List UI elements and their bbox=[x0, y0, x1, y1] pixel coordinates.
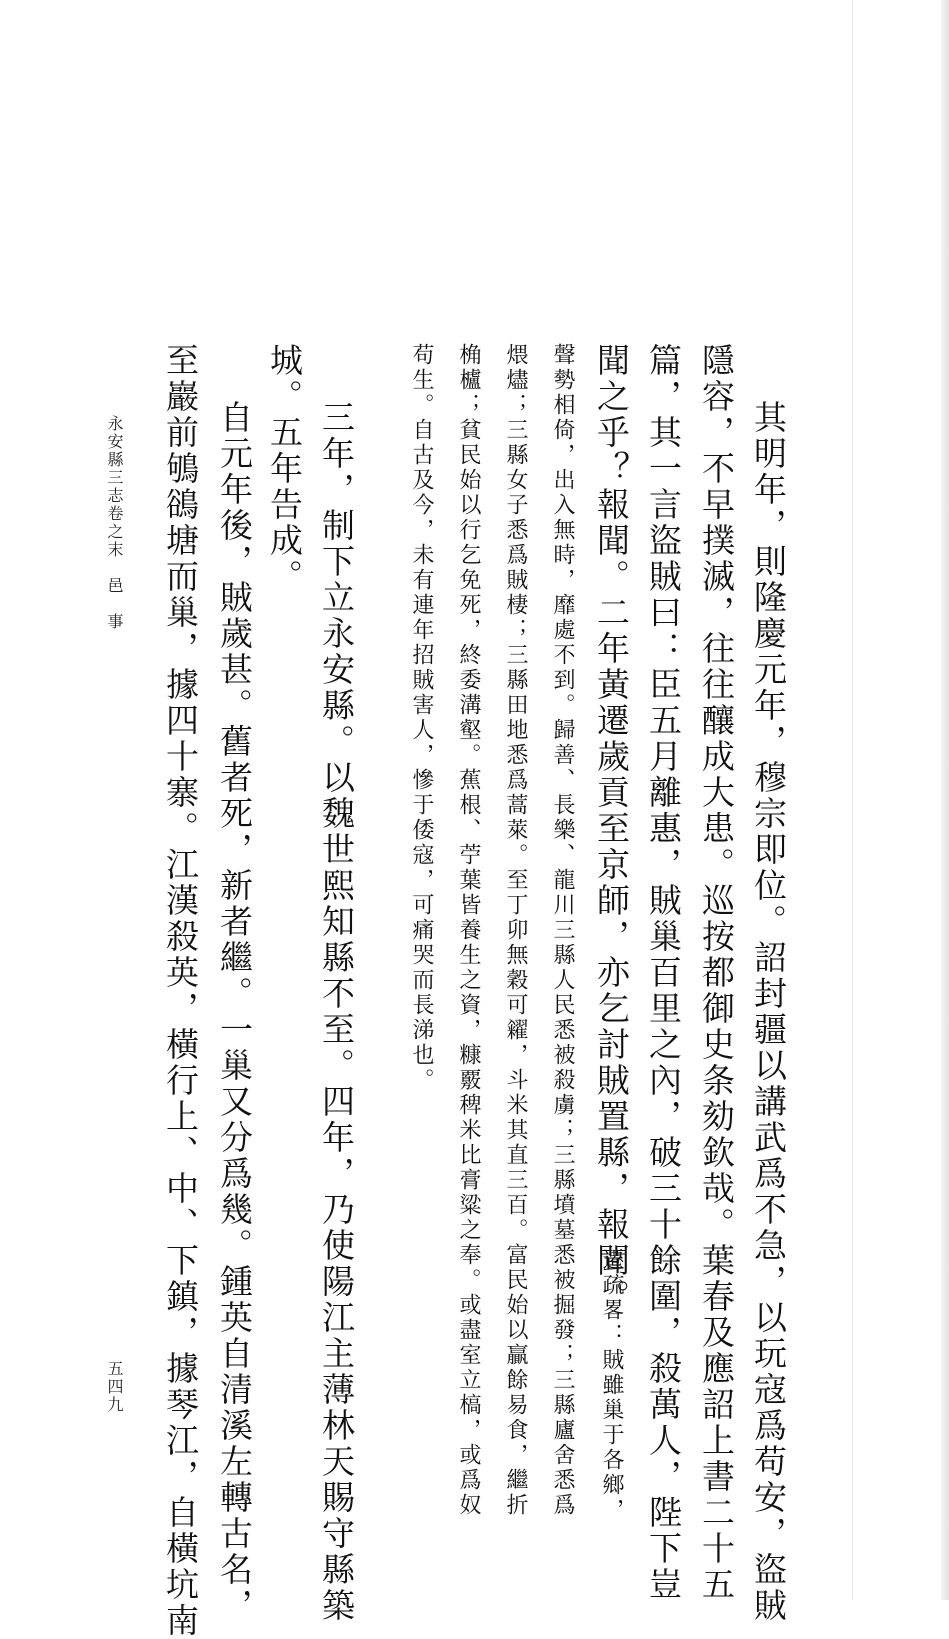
inline-note: 遷疏畧：賊雖巢于各鄉， bbox=[599, 1248, 624, 1523]
text-column-4: 聞之乎？報聞。二年黃遷歲貢至京師，亦乞討賊置縣，報聞。 bbox=[592, 343, 631, 1315]
running-footer-title: 永安縣三志卷之末 邑 事 bbox=[105, 415, 124, 631]
page-number: 五四九 bbox=[105, 1360, 124, 1414]
text-column-8: 至巖前鴝鵒塘而巢，據四十寨。江漢殺英，橫行上、中、下鎮，據琴江，自橫坑南 bbox=[161, 343, 200, 1639]
note-column-3: 桷櫨；貧民始以行乞免死，終委溝壑。蕉根、苧葉皆養生之資，糠覈稗米比膏粱之奉。或盡室立槁，或爲奴 bbox=[456, 343, 481, 1518]
text-column-7: 自元年後，賊歲甚。舊者死，新者繼。一巢又分爲幾。鍾英自清溪左轉古名， bbox=[215, 400, 254, 1624]
text-column-6: 城。五年告成。 bbox=[265, 343, 304, 595]
text-column-5: 三年，制下立永安縣。以魏世熙知縣不至。四年，乃使陽江主薄林天賜守縣築 bbox=[317, 400, 356, 1624]
note-column-2: 煨燼；三縣女子悉爲賊棲；三縣田地悉爲蒿萊。至丁卯無穀可糴，斗米其直三百。富民始以贏餘易食，繼折 bbox=[503, 343, 528, 1518]
text-column-3: 篇，其一言盜賊曰：臣五月離惠，賊巢百里之內，破三十餘圍，殺萬人，陛下豈 bbox=[644, 343, 683, 1603]
text-column-2: 隱容，不早撲滅，往往釀成大患。巡按都御史条劾欽哉。葉春及應詔上書二十五 bbox=[697, 343, 736, 1603]
page-fold-line bbox=[852, 0, 853, 1600]
note-column-1: 聲勢相倚，出入無時，靡處不到。歸善、長樂、龍川三縣人民悉被殺虜；三縣墳墓悉被掘發；三縣廬舍悉爲 bbox=[550, 343, 575, 1518]
text-column-1: 其明年，則隆慶元年，穆宗即位。詔封疆以講武爲不急，以玩寇爲苟安，盜賊 bbox=[749, 400, 788, 1624]
page-edge bbox=[941, 0, 949, 1600]
note-column-4: 苟生。自古及今，未有連年招賊害人，慘于倭寇，可痛哭而長涕也。 bbox=[409, 343, 434, 1093]
